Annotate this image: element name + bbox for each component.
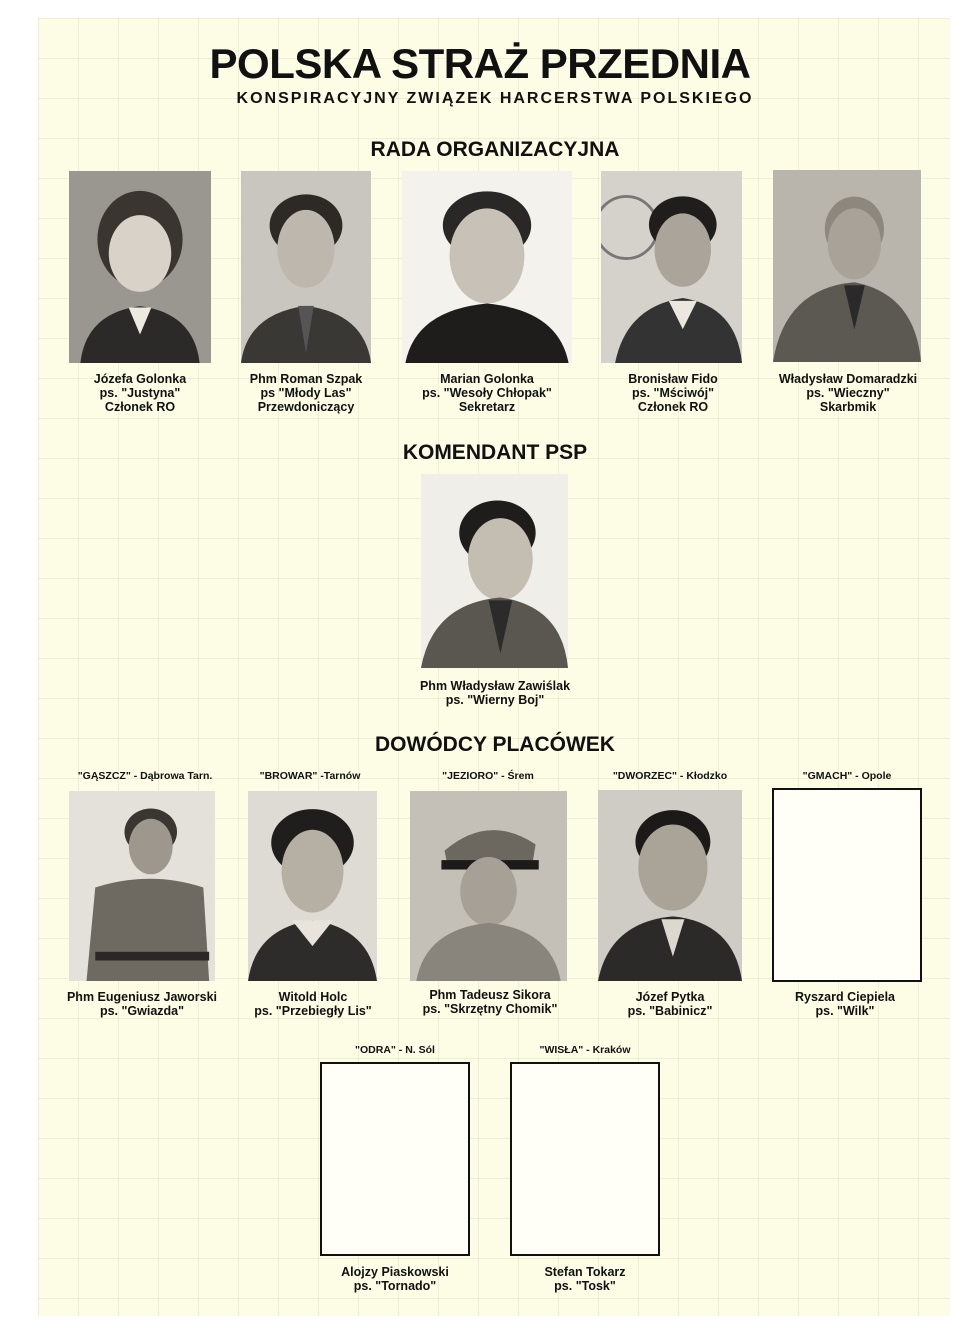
member-pseudonym: ps. "Wesoły Chłopak" — [422, 386, 552, 400]
member-caption — [768, 372, 928, 414]
member-caption — [412, 372, 562, 414]
post-commander-pseudonym: ps. "Tosk" — [554, 1279, 616, 1293]
empty-photo-frame — [772, 788, 922, 982]
commander-post-caption — [770, 990, 920, 1018]
portrait-photo — [410, 791, 567, 981]
post-location: "JEZIORO" - Śrem — [442, 770, 534, 782]
commander-post-caption — [320, 1265, 470, 1293]
member-pseudonym: ps. "Wieczny" — [806, 386, 890, 400]
post-commander-pseudonym: ps. "Wilk" — [815, 1004, 875, 1018]
portrait-photo — [598, 790, 742, 981]
member-name: Józefa Golonka — [93, 372, 187, 386]
member-name: Phm Roman Szpak — [249, 372, 363, 386]
member-pseudonym: ps "Młody Las" — [260, 386, 352, 400]
member-caption — [70, 372, 210, 414]
post-commander-name: Alojzy Piaskowski — [341, 1265, 449, 1279]
member-pseudonym: ps. "Mściwój" — [631, 386, 714, 400]
portrait-photo — [601, 171, 742, 363]
post-location: "DWORZEC" - Kłodzko — [612, 770, 728, 782]
commander-post-caption — [410, 988, 570, 1016]
commander-post-caption — [510, 1265, 660, 1293]
section-title-commander: KOMENDANT PSP — [402, 441, 588, 464]
post-commander-pseudonym: ps. "Tornado" — [353, 1279, 437, 1293]
portrait-photo — [69, 791, 215, 981]
post-commander-name: Stefan Tokarz — [544, 1265, 626, 1279]
commander-caption — [395, 679, 595, 707]
member-role: Członek RO — [104, 400, 176, 414]
document-title: POLSKA STRAŻ PRZEDNIA — [209, 40, 751, 87]
section-title-posts: DOWÓDCY PLACÓWEK — [375, 733, 615, 756]
post-location: "ODRA" - N. Sól — [355, 1044, 435, 1056]
post-commander-name: Phm Tadeusz Sikora — [429, 988, 551, 1002]
post-commander-name: Phm Eugeniusz Jaworski — [66, 990, 218, 1004]
portrait-photo — [421, 474, 568, 668]
member-role: Skarbmik — [819, 400, 877, 414]
document-subtitle: KONSPIRACYJNY ZWIĄZEK HARCERSTWA POLSKIEGO — [236, 90, 754, 107]
portrait-photo — [773, 170, 921, 362]
member-caption — [236, 372, 376, 414]
post-commander-name: Ryszard Ciepiela — [794, 990, 896, 1004]
portrait-photo — [69, 171, 211, 363]
portrait-photo — [248, 791, 377, 981]
post-commander-pseudonym: ps. "Przebiegły Lis" — [254, 1004, 372, 1018]
post-commander-name: Józef Pytka — [635, 990, 705, 1004]
portrait-photo — [402, 171, 572, 363]
member-name: Bronisław Fido — [628, 372, 718, 386]
post-commander-pseudonym: ps. "Gwiazda" — [99, 1004, 185, 1018]
member-name: Władysław Domaradzki — [778, 372, 918, 386]
post-location: "GĄSZCZ" - Dąbrowa Tarn. — [77, 770, 213, 782]
empty-photo-frame — [320, 1062, 470, 1256]
member-role: Członek RO — [637, 400, 709, 414]
commander-pseudonym: ps. "Wierny Boj" — [445, 693, 545, 707]
member-name: Marian Golonka — [440, 372, 534, 386]
commander-post-caption — [595, 990, 745, 1018]
post-location: "GMACH" - Opole — [802, 770, 892, 782]
member-pseudonym: ps. "Justyna" — [99, 386, 181, 400]
post-commander-name: Witold Holc — [278, 990, 348, 1004]
section-title-council: RADA ORGANIZACYJNA — [370, 138, 620, 161]
portrait-photo — [241, 171, 371, 363]
commander-post-caption — [52, 990, 232, 1018]
post-commander-pseudonym: ps. "Skrzętny Chomik" — [422, 1002, 558, 1016]
post-commander-pseudonym: ps. "Babinicz" — [627, 1004, 713, 1018]
commander-post-caption — [238, 990, 388, 1018]
empty-photo-frame — [510, 1062, 660, 1256]
post-location: "WISŁA" - Kraków — [539, 1044, 631, 1056]
commander-name: Phm Władysław Zawiślak — [419, 679, 571, 693]
post-location: "BROWAR" -Tarnów — [259, 770, 361, 782]
member-role: Przewdoniczący — [257, 400, 355, 414]
member-role: Sekretarz — [458, 400, 516, 414]
member-caption — [603, 372, 743, 414]
